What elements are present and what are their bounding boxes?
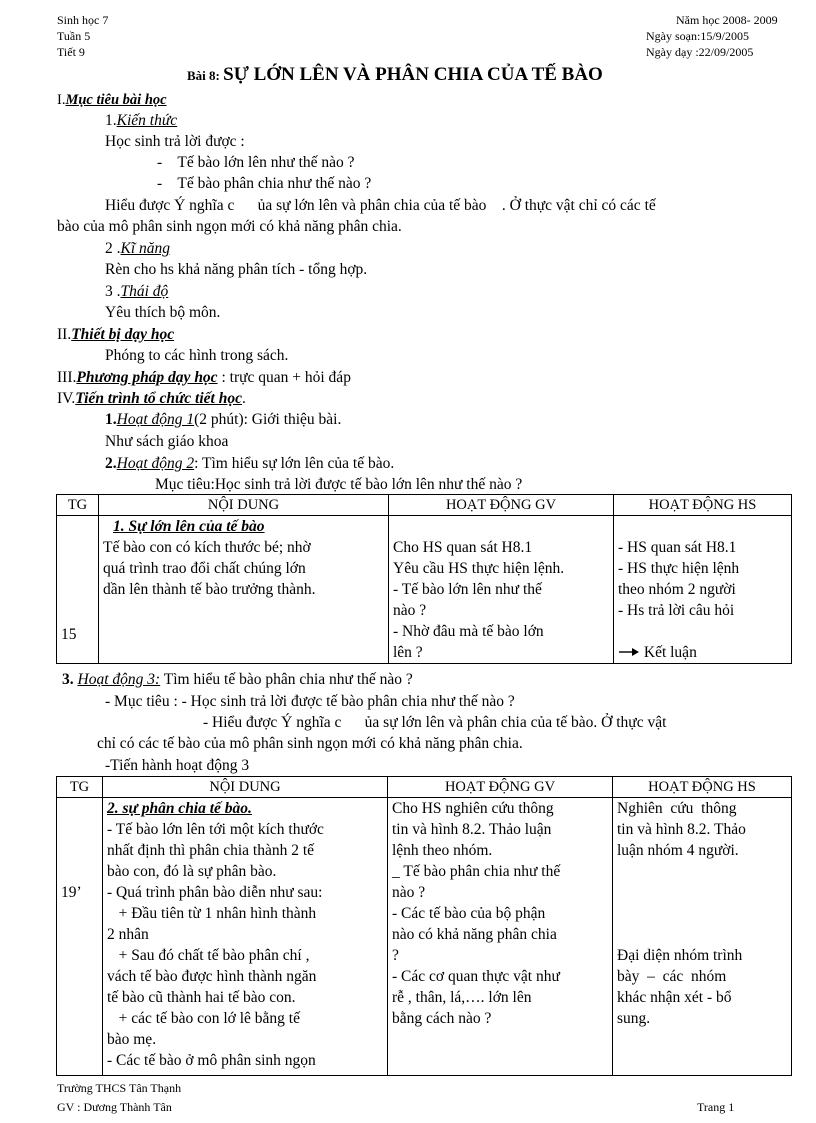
process-num: IV. (57, 390, 76, 407)
skills-text: Rèn cho hs khả năng phân tích - tổng hợp. (105, 261, 368, 278)
content-line: + Đầu tiên từ 1 nhân hình thành (107, 905, 317, 922)
methods-num: III. (57, 369, 77, 386)
hs-line: - Hs trả lời câu hỏi (618, 602, 735, 619)
header-period: Tiết 9 (57, 45, 85, 59)
gv-line: bằng cách nào ? (392, 1010, 492, 1027)
hs-conclusion (618, 642, 787, 663)
gv-line: nào ? (392, 884, 426, 901)
methods-heading (57, 367, 351, 388)
activity-2-num: 2. (105, 455, 117, 472)
process-heading (57, 388, 246, 409)
gv-line: Cho HS nghiên cứu thông (392, 800, 554, 817)
activity-3-goal-3: chỉ có các tế bào của mô phân sinh ngọn mới có khả năng phân chia. (97, 735, 523, 752)
gv-line: tin và hình 8.2. Thảo luận (392, 821, 552, 838)
activity-3-heading (62, 669, 413, 690)
content-line: quá trình trao đổi chất chúng lớn (103, 560, 306, 577)
gv-line: ? (392, 947, 399, 964)
content-line: bào con, đó là sự phân bào. (107, 863, 277, 880)
attitude-heading (105, 281, 168, 302)
gv-line: _ Tế bào phân chia như thế (392, 863, 561, 880)
header-hs: HOẠT ĐỘNG HS (614, 495, 792, 516)
content-title: 1. Sự lớn lên của tế bào (113, 518, 265, 535)
content-line: - Quá trình phân bào diễn như sau: (107, 884, 323, 901)
knowledge-label: Kiến thức (116, 112, 178, 129)
activity-2-label: Hoạt động 2 (116, 455, 195, 472)
hs-line: Nghiên cứu thông (617, 800, 737, 817)
knowledge-num: 1. (105, 112, 117, 129)
process-label: Tiến trình tổ chức tiết học (75, 390, 242, 407)
header-teach-date: Ngày dạy :22/09/2005 (646, 45, 754, 59)
activity-1-num: 1. (105, 411, 117, 428)
page-title (187, 64, 603, 86)
skills-heading (105, 238, 170, 259)
lesson-table-1 (56, 494, 792, 664)
table-row (57, 798, 792, 1076)
hs-line: khác nhận xét - bổ (617, 989, 732, 1006)
activity-3-goal-2: - Hiểu được Ý nghĩa c ủa sự lớn lên và phân chia của tế bào. Ở thực vật (203, 714, 667, 731)
gv-line: - Các cơ quan thực vật như (392, 968, 560, 985)
header-content: NỘI DUNG (99, 495, 389, 516)
hs-line: bày – các nhóm (617, 968, 727, 985)
attitude-label: Thái độ (120, 283, 169, 300)
content-line: - Tế bào lớn lên tới một kích thước (107, 821, 324, 838)
activity-3-num: 3. (62, 671, 74, 688)
content-title: 2. sự phân chia tế bào. (107, 800, 252, 817)
header-hs: HOẠT ĐỘNG HS (613, 777, 792, 798)
content-line: dần lên thành tế bào trưởng thành. (103, 581, 316, 598)
knowledge-heading (105, 110, 177, 131)
hs-line: luận nhóm 4 người. (617, 842, 739, 859)
methods-text: : trực quan + hỏi đáp (217, 369, 351, 386)
row-content (103, 798, 388, 1076)
hs-line: tin và hình 8.2. Thảo (617, 821, 746, 838)
footer-teacher: GV : Dương Thành Tân (57, 1100, 172, 1114)
skills-num: 2 . (105, 240, 121, 257)
row-gv (388, 798, 613, 1076)
methods-label: Phương pháp dạy học (76, 369, 218, 386)
activity-3-proceed: -Tiến hành hoạt động 3 (105, 757, 250, 774)
gv-line: nào ? (393, 602, 427, 619)
gv-line: - Tế bào lớn lên như thế (393, 581, 542, 598)
header-subject: Sinh học 7 (57, 13, 109, 27)
activity-1-heading (105, 409, 341, 430)
gv-line: Yêu cầu HS thực hiện lệnh. (393, 560, 565, 577)
lesson-table-2 (56, 776, 792, 1076)
meaning-line-2: bào của mô phân sinh ngọn mới có khả năng phân chia. (57, 218, 402, 235)
activity-2-rest: : Tìm hiểu sự lớn lên của tế bào. (194, 455, 395, 472)
row-tg: 19’ (57, 798, 103, 1076)
equipment-heading (57, 324, 174, 345)
objectives-label: Mục tiêu bài học (65, 92, 167, 108)
footer-page: Trang 1 (697, 1100, 735, 1114)
knowledge-intro: Học sinh trả lời được : (105, 133, 245, 150)
header-tg: TG (57, 495, 99, 516)
activity-1-text: Như sách giáo khoa (105, 433, 229, 450)
skills-label: Kĩ năng (120, 240, 171, 257)
process-end: . (241, 390, 246, 407)
hs-line: Đại diện nhóm trình (617, 947, 743, 964)
objectives-heading (57, 90, 167, 111)
gv-line: Cho HS quan sát H8.1 (393, 539, 533, 556)
content-line: vách tế bào được hình thành ngăn (107, 968, 317, 985)
row-hs (614, 516, 792, 664)
gv-line: rễ , thân, lá,…. lớn lên (392, 989, 532, 1006)
header-content: NỘI DUNG (103, 777, 388, 798)
equipment-text: Phóng to các hình trong sách. (105, 347, 289, 364)
activity-3-goal-1: - Mục tiêu : - Học sinh trả lời được tế bào phân chia như thế nào ? (105, 693, 515, 710)
content-line: + các tế bào con lớ lê bằng tế (107, 1010, 300, 1027)
hs-line: theo nhóm 2 người (618, 581, 736, 598)
row-hs (613, 798, 792, 1076)
content-line: tế bào cũ thành hai tế bào con. (107, 989, 296, 1006)
objectives-num: I. (57, 92, 66, 108)
gv-line: - Nhờ đâu mà tế bào lớn (393, 623, 544, 640)
gv-line: - Các tế bào của bộ phận (392, 905, 546, 922)
meaning-line-1: Hiểu được Ý nghĩa c ủa sự lớn lên và phân chia của tế bào . Ở thực vật chỉ có các tế (105, 197, 656, 214)
attitude-num: 3 . (105, 283, 121, 300)
activity-2-goal: Mục tiêu:Học sinh trả lời được tế bào lớn lên như thế nào ? (155, 476, 523, 493)
footer-school: Trường THCS Tân Thạnh (57, 1081, 182, 1095)
content-line: Tế bào con có kích thước bé; nhờ (103, 539, 311, 556)
title-main: SỰ LỚN LÊN VÀ PHÂN CHIA CỦA TẾ BÀO (223, 64, 603, 85)
title-prefix: Bài 8: (187, 68, 220, 83)
table-header-row (57, 777, 792, 798)
header-prep-date: Ngày soạn:15/9/2005 (646, 29, 749, 43)
header-gv: HOẠT ĐỘNG GV (389, 495, 614, 516)
attitude-text: Yêu thích bộ môn. (105, 304, 221, 321)
hs-conclusion-text: Kết luận (643, 644, 697, 661)
hs-line: - HS quan sát H8.1 (618, 539, 737, 556)
equipment-num: II. (57, 326, 72, 343)
gv-line: lên ? (393, 644, 423, 661)
content-line: + Sau đó chất tế bào phân chí , (107, 947, 310, 964)
header-gv: HOẠT ĐỘNG GV (388, 777, 613, 798)
content-line: 2 nhân (107, 926, 149, 943)
header-week: Tuần 5 (57, 29, 91, 43)
hs-line: sung. (617, 1010, 651, 1027)
gv-line: lệnh theo nhóm. (392, 842, 493, 859)
equipment-label: Thiết bị dạy học (71, 326, 175, 343)
content-line: bào mẹ. (107, 1031, 157, 1048)
activity-2-heading (105, 453, 394, 474)
header-tg: TG (57, 777, 103, 798)
header-school-year: Năm học 2008- 2009 (676, 13, 778, 27)
table-header-row (57, 495, 792, 516)
content-line: - Các tế bào ở mô phân sinh ngọn (107, 1052, 316, 1069)
activity-1-rest: (2 phút): Giới thiệu bài. (194, 411, 342, 428)
gv-line: nào có khả năng phân chia (392, 926, 557, 943)
row-gv (389, 516, 614, 664)
hs-line: - HS thực hiện lệnh (618, 560, 740, 577)
knowledge-item-2: - Tế bào phân chia như thế nào ? (157, 175, 372, 192)
activity-3-rest: Tìm hiểu tế bào phân chia như thế nào ? (160, 671, 413, 688)
activity-3-label: Hoạt động 3: (77, 671, 161, 688)
knowledge-item-1: - Tế bào lớn lên như thế nào ? (157, 154, 355, 171)
activity-1-label: Hoạt động 1 (116, 411, 195, 428)
arrow-right-icon (618, 647, 640, 657)
table-row (57, 516, 792, 664)
row-content (99, 516, 389, 664)
row-tg: 15 (57, 516, 99, 664)
content-line: nhất định thì phân chia thành 2 tế (107, 842, 315, 859)
